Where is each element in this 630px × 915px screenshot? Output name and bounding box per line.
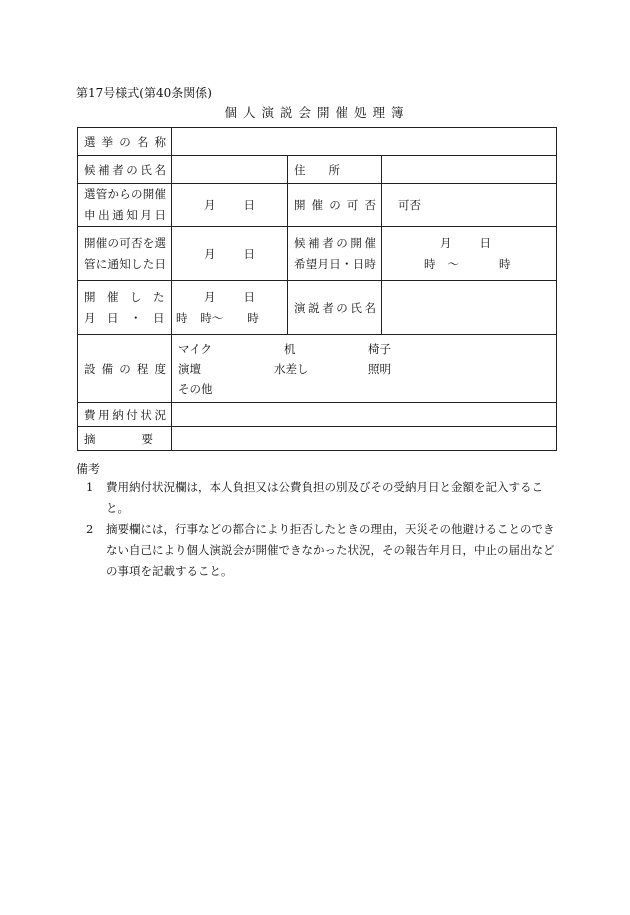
note-number: 1 [86, 480, 94, 494]
notes-heading: 備考 [76, 462, 101, 476]
document-title: 個人演説会開催処理簿 [224, 105, 410, 120]
row-notice-date [78, 184, 557, 227]
note-text: 費用納付状況欄は，本人負担又は公費負担の別及びその受納月日と金額を記入すること。 [106, 480, 543, 515]
equipment-row-3 [178, 379, 550, 399]
remarks-label: 摘 要 [78, 427, 172, 451]
held-date-field[interactable]: 月 日 時～ 時 [172, 281, 288, 335]
desired-date-label: 候補者の開催 希望月日・日時 [288, 227, 382, 281]
ledger-table [77, 127, 557, 451]
approval-label: 開催の可否 [288, 184, 382, 227]
row-election-name [78, 128, 557, 156]
payment-field[interactable] [172, 403, 557, 427]
report-date-field[interactable]: 月 日 [172, 227, 288, 281]
address-label: 住 所 [288, 156, 382, 184]
candidate-name-field[interactable] [172, 156, 288, 184]
notice-date-label: 選管からの開催 申出通知月日 [78, 184, 172, 227]
address-field[interactable] [382, 156, 557, 184]
election-name-label: 選挙の名称 [78, 128, 172, 156]
row-remarks [78, 427, 557, 451]
approval-field[interactable]: 可否 [382, 184, 557, 227]
equipment-podium: 演壇 [178, 361, 201, 376]
equipment-field[interactable] [172, 335, 557, 403]
held-date-label: 開 催 し た 月 日 ・ 日 時 [78, 281, 172, 335]
note-text: 摘要欄には，行事などの都合により拒否したときの理由，天災その他避けることのできない自己により個人演説会が開催できなかった状況，その報告年月日，中止の届出などの事項を記載すること。 [106, 522, 555, 578]
row-held-date [78, 281, 557, 335]
form-number: 第17号様式(第40条関係) [76, 86, 212, 100]
row-candidate [78, 156, 557, 184]
row-equipment [78, 335, 557, 403]
equipment-other: その他 [178, 381, 213, 396]
equipment-row-2 [178, 359, 550, 379]
equipment-row-1 [178, 339, 550, 359]
desired-date-field[interactable]: 月 日 時 ～ 時 [382, 227, 557, 281]
notice-date-field[interactable]: 月 日 [172, 184, 288, 227]
payment-label: 費用納付状況 [78, 403, 172, 427]
note-item-2 [86, 519, 556, 582]
candidate-name-label: 候補者の氏名 [78, 156, 172, 184]
equipment-light: 照明 [368, 361, 391, 376]
row-payment [78, 403, 557, 427]
equipment-label: 設備の程度 [78, 335, 172, 403]
election-name-field[interactable] [172, 128, 557, 156]
remarks-field[interactable] [172, 427, 557, 451]
equipment-desk: 机 [284, 341, 296, 356]
equipment-water: 水差し [274, 361, 309, 376]
note-number: 2 [86, 522, 94, 536]
note-item-1 [86, 477, 556, 519]
speaker-name-label: 演説者の氏名 [288, 281, 382, 335]
equipment-chair: 椅子 [368, 341, 391, 356]
speaker-name-field[interactable] [382, 281, 557, 335]
report-date-label: 開催の可否を選 管に通知した日 [78, 227, 172, 281]
row-report-date [78, 227, 557, 281]
equipment-mic: マイク [178, 341, 213, 356]
